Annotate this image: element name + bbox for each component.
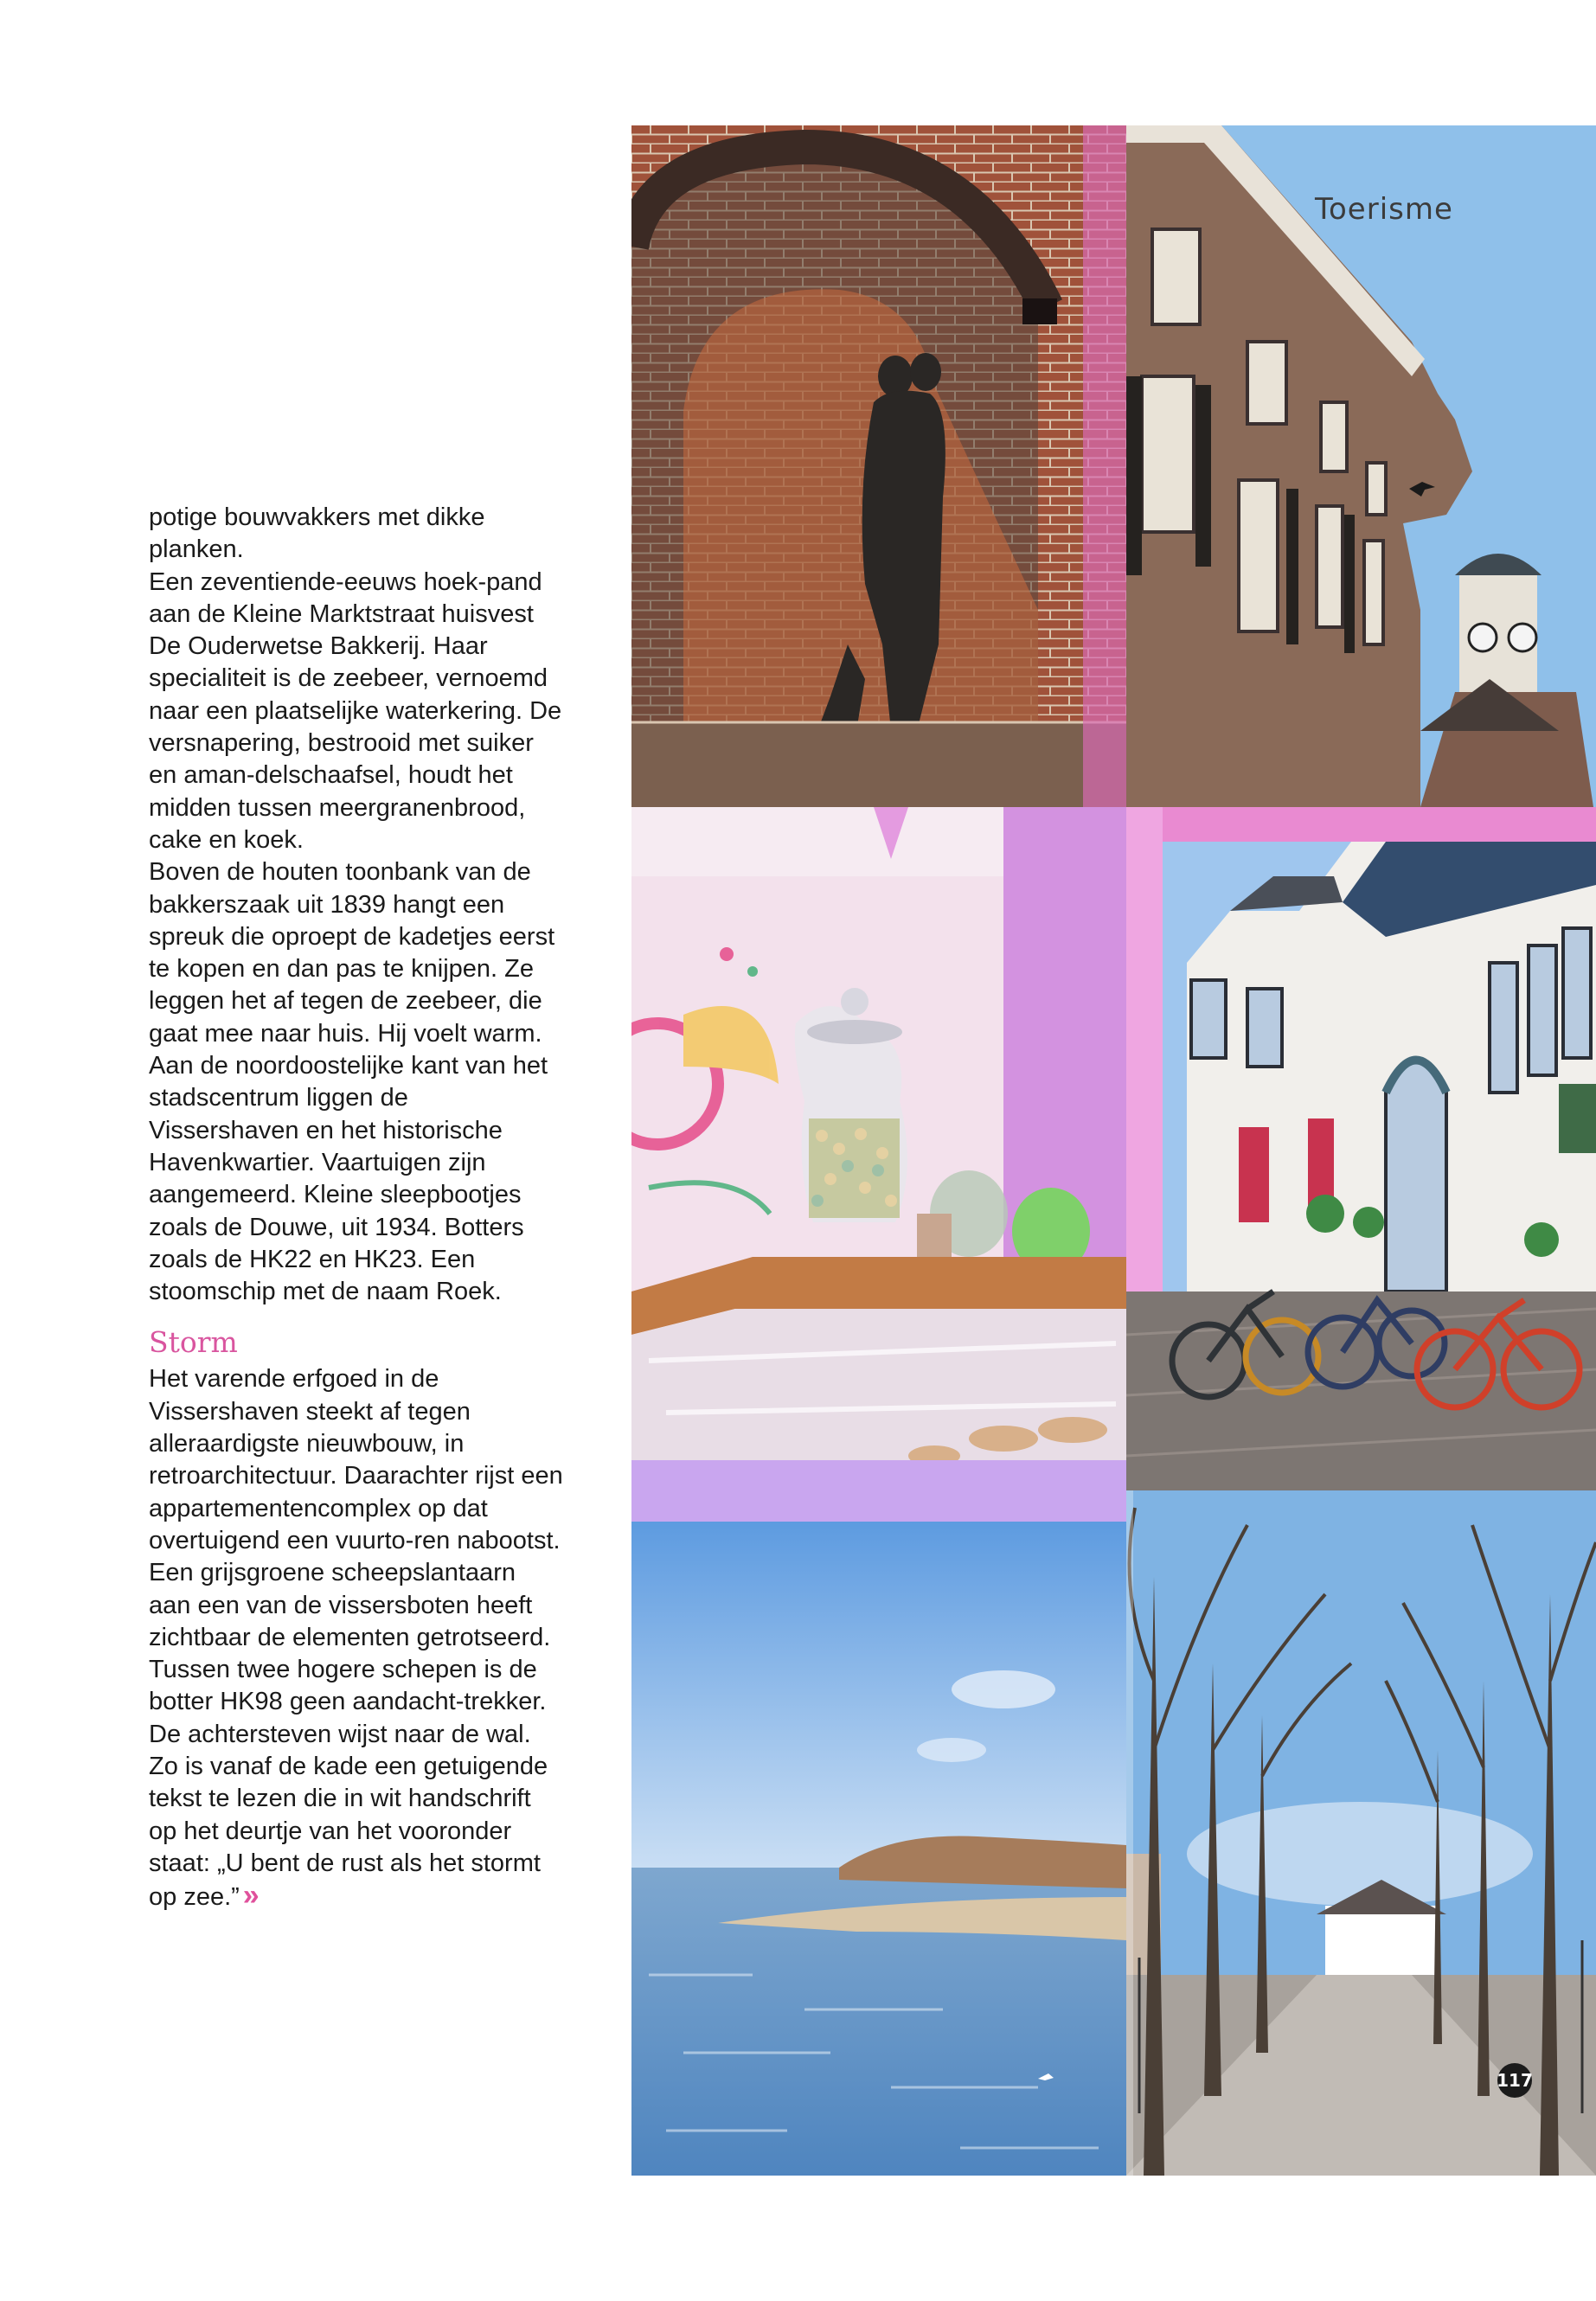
paragraph-text: Tussen twee hogere schepen is de botter HK98 geen aandacht-trekker. De achtersteven wijst naar de wal. Zo is vanaf de kade een getuigende tekst te lezen die in wit handschrift op het deurtje van het vooronder staat: „U bent de rust als het stormt op zee.” — [149, 1656, 548, 1912]
section-label: Toerisme — [1315, 192, 1453, 227]
page-number: 117 — [1497, 2063, 1532, 2098]
brick-arch-image — [631, 125, 1126, 807]
continue-mark: » — [242, 1879, 254, 1913]
facade-image — [1126, 125, 1596, 807]
paragraph: Een zeventiende-eeuws hoek-pand aan de Kleine Marktstraat huisvest De Ouderwetse Bakkerij. Haar specialiteit is de zeebeer, vernoemd naar een plaatselijke waterkering. De versnapering, bestrooid met suiker en aman-delschaafsel, houdt het midden tussen meergranenbrood, cake en koek. — [149, 567, 562, 854]
section-heading: Storm — [149, 1325, 238, 1360]
candy-jar-image — [631, 807, 1126, 1490]
paragraph: Het varende erfgoed in de Vissershaven steekt af tegen alleraardigste nieuwbouw, in retroarchitectuur. Daarachter rijst een appartementencomplex op dat overtuigend een vuurto-ren nabootst. Een grijsgroene scheepslantaarn aan een van de vissersboten heeft zichtbaar de elementen getrotseerd. — [149, 1365, 563, 1651]
paragraph: potige bouwvakkers met dikke planken. — [149, 503, 485, 564]
photo-building-facade — [1126, 125, 1596, 807]
photo-lake — [631, 1490, 1126, 2176]
lake-image — [631, 1490, 1126, 2176]
paragraph-last — [149, 1654, 564, 1913]
article-text — [149, 502, 564, 1913]
paragraph: Boven de houten toonbank van de bakkerszaak uit 1839 hangt een spreuk die oproept de kadetjes eerst te kopen en dan pas te knijpen. Ze leggen het af tegen de zeebeer, die gaat mee naar huis. Hij voelt warm. — [149, 858, 555, 1048]
photo-kissing-statue — [631, 125, 1126, 807]
bicycles-image — [1126, 807, 1596, 1490]
photo-street-bicycles — [1126, 807, 1596, 1490]
paragraph: Aan de noordoostelijke kant van het stadscentrum liggen de Vissershaven en het historische Havenkwartier. Vaartuigen zijn aangemeerd. Kleine sleepbootjes zoals de Douwe, uit 1934. Botters zoals de HK22 en HK23. Een stoomschip met de naam Roek. — [149, 1052, 548, 1306]
photo-candy-jar — [631, 807, 1126, 1490]
